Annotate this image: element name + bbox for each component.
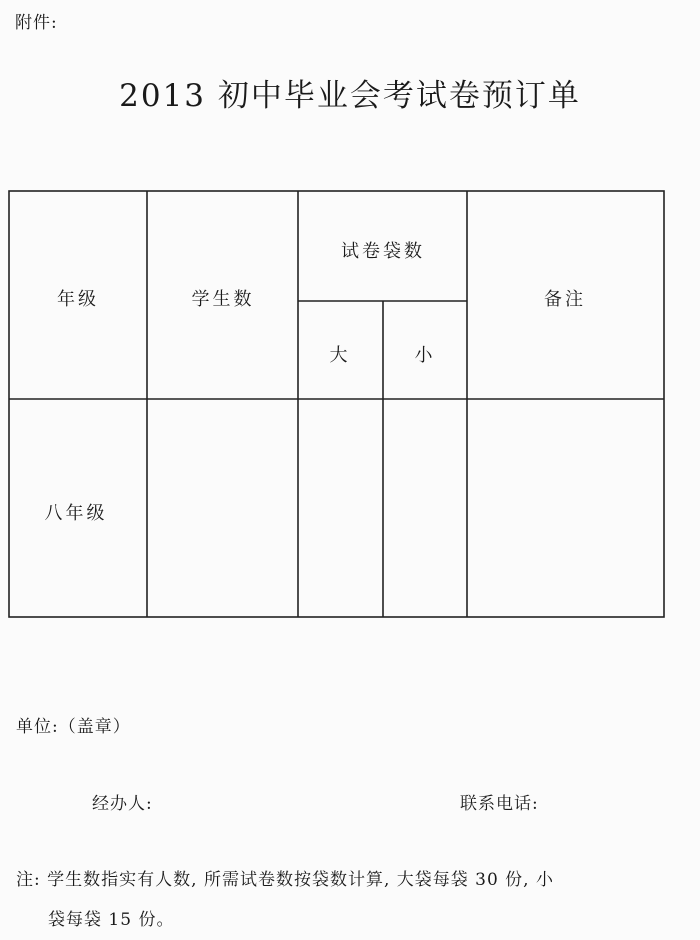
table-border: [9, 191, 664, 617]
header-large: 大: [329, 345, 351, 366]
page-title: 2013 初中毕业会考试卷预订单: [119, 78, 581, 114]
footnote-line-1: 注: 学生数指实有人数, 所需试卷数按袋数计算, 大袋每袋 30 份, 小: [16, 870, 554, 890]
header-bag-count: 试卷袋数: [341, 241, 425, 262]
header-grade: 年级: [57, 289, 99, 310]
attachment-label: 附件:: [15, 13, 58, 33]
footnote: [16, 860, 696, 940]
header-small: 小: [414, 345, 436, 366]
footnote-line-2: 袋每袋 15 份。: [48, 910, 175, 930]
table-grid: [8, 190, 665, 618]
order-table: [8, 190, 665, 618]
unit-stamp-label: 单位:（盖章）: [16, 717, 131, 737]
row-grade: 八年级: [44, 503, 108, 524]
handler-label: 经办人:: [92, 794, 153, 814]
header-remarks: 备注: [544, 289, 586, 310]
phone-label: 联系电话:: [460, 794, 539, 814]
header-students: 学生数: [191, 289, 255, 310]
